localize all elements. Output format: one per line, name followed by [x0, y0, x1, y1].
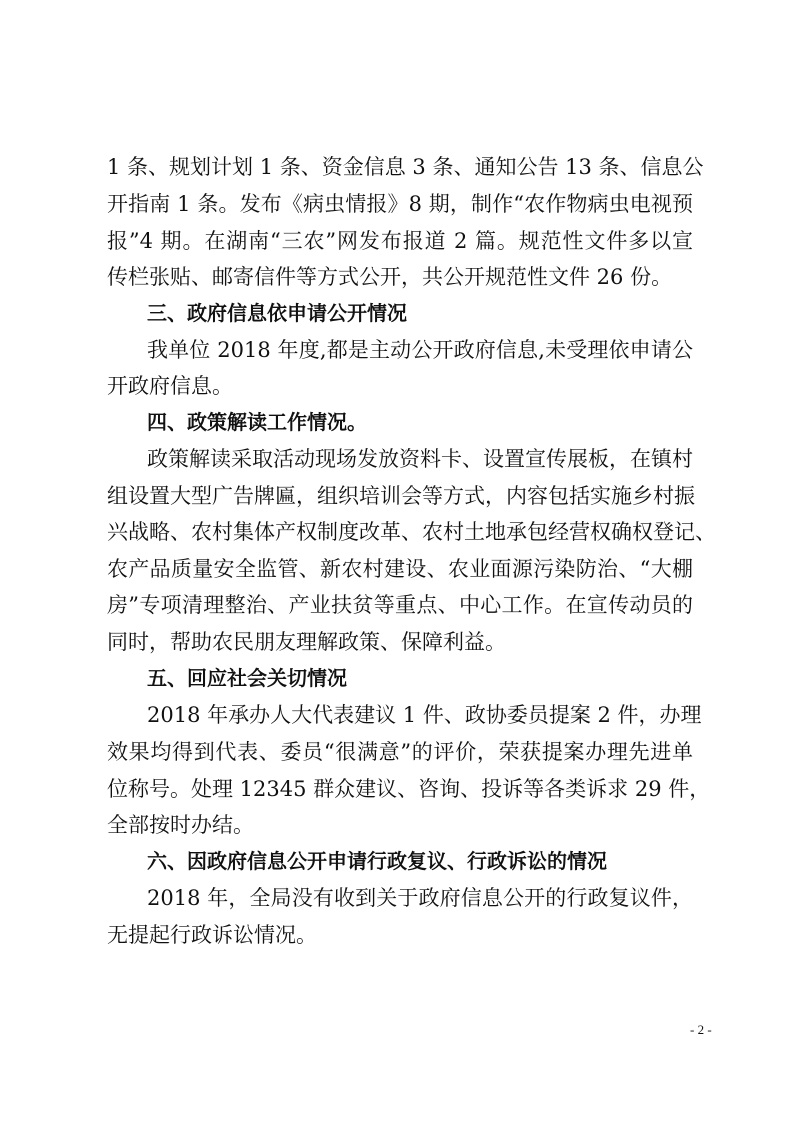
body-line: 全部按时办结。 [107, 813, 254, 837]
body-line: 组设置大型广告牌匾，组织培训会等方式，内容包括实施乡村振 [107, 484, 695, 508]
body-line: 2018 年，全局没有收到关于政府信息公开的行政复议件， [147, 886, 693, 910]
body-line: 开指南 1 条。发布《病虫情报》8 期，制作“农作物病虫电视预 [107, 192, 693, 216]
body-line: 效果均得到代表、委员“很满意”的评价，荣获提案办理先进单 [107, 740, 693, 764]
body-line: 同时，帮助农民朋友理解政策、保障利益。 [107, 630, 506, 654]
section-heading: 六、因政府信息公开申请行政复议、行政诉讼的情况 [147, 849, 607, 873]
body-line: 房”专项清理整治、产业扶贫等重点、中心工作。在宣传动员的 [107, 593, 693, 617]
body-line: 我单位 2018 年度,都是主动公开政府信息,未受理依申请公 [147, 338, 693, 362]
body-line: 传栏张贴、邮寄信件等方式公开，共公开规范性文件 26 份。 [107, 265, 673, 289]
body-line: 无提起行政诉讼情况。 [107, 923, 317, 947]
body-line: 农产品质量安全监管、新农村建设、农业面源污染防治、“大棚 [107, 557, 693, 581]
body-line: 报”4 期。在湖南“三农”网发布报道 2 篇。规范性文件多以宣 [107, 229, 693, 253]
body-line: 位称号。处理 12345 群众建议、咨询、投诉等各类诉求 29 件， [107, 777, 711, 801]
body-line: 兴战略、农村集体产权制度改革、农村土地承包经营权确权登记、 [107, 520, 716, 544]
body-line: 1 条、规划计划 1 条、资金信息 3 条、通知公告 13 条、信息公 [107, 155, 704, 179]
section-heading: 三、政府信息依申请公开情况 [147, 301, 407, 325]
section-heading: 五、回应社会关切情况 [147, 666, 347, 690]
page-number: - 2 - [690, 1022, 712, 1037]
body-line: 2018 年承办人大代表建议 1 件、政协委员提案 2 件，办理 [147, 703, 702, 727]
body-line: 开政府信息。 [107, 374, 233, 398]
body-line: 政策解读采取活动现场发放资料卡、设置宣传展板，在镇村 [147, 447, 693, 471]
section-heading: 四、政策解读工作情况。 [147, 410, 367, 434]
